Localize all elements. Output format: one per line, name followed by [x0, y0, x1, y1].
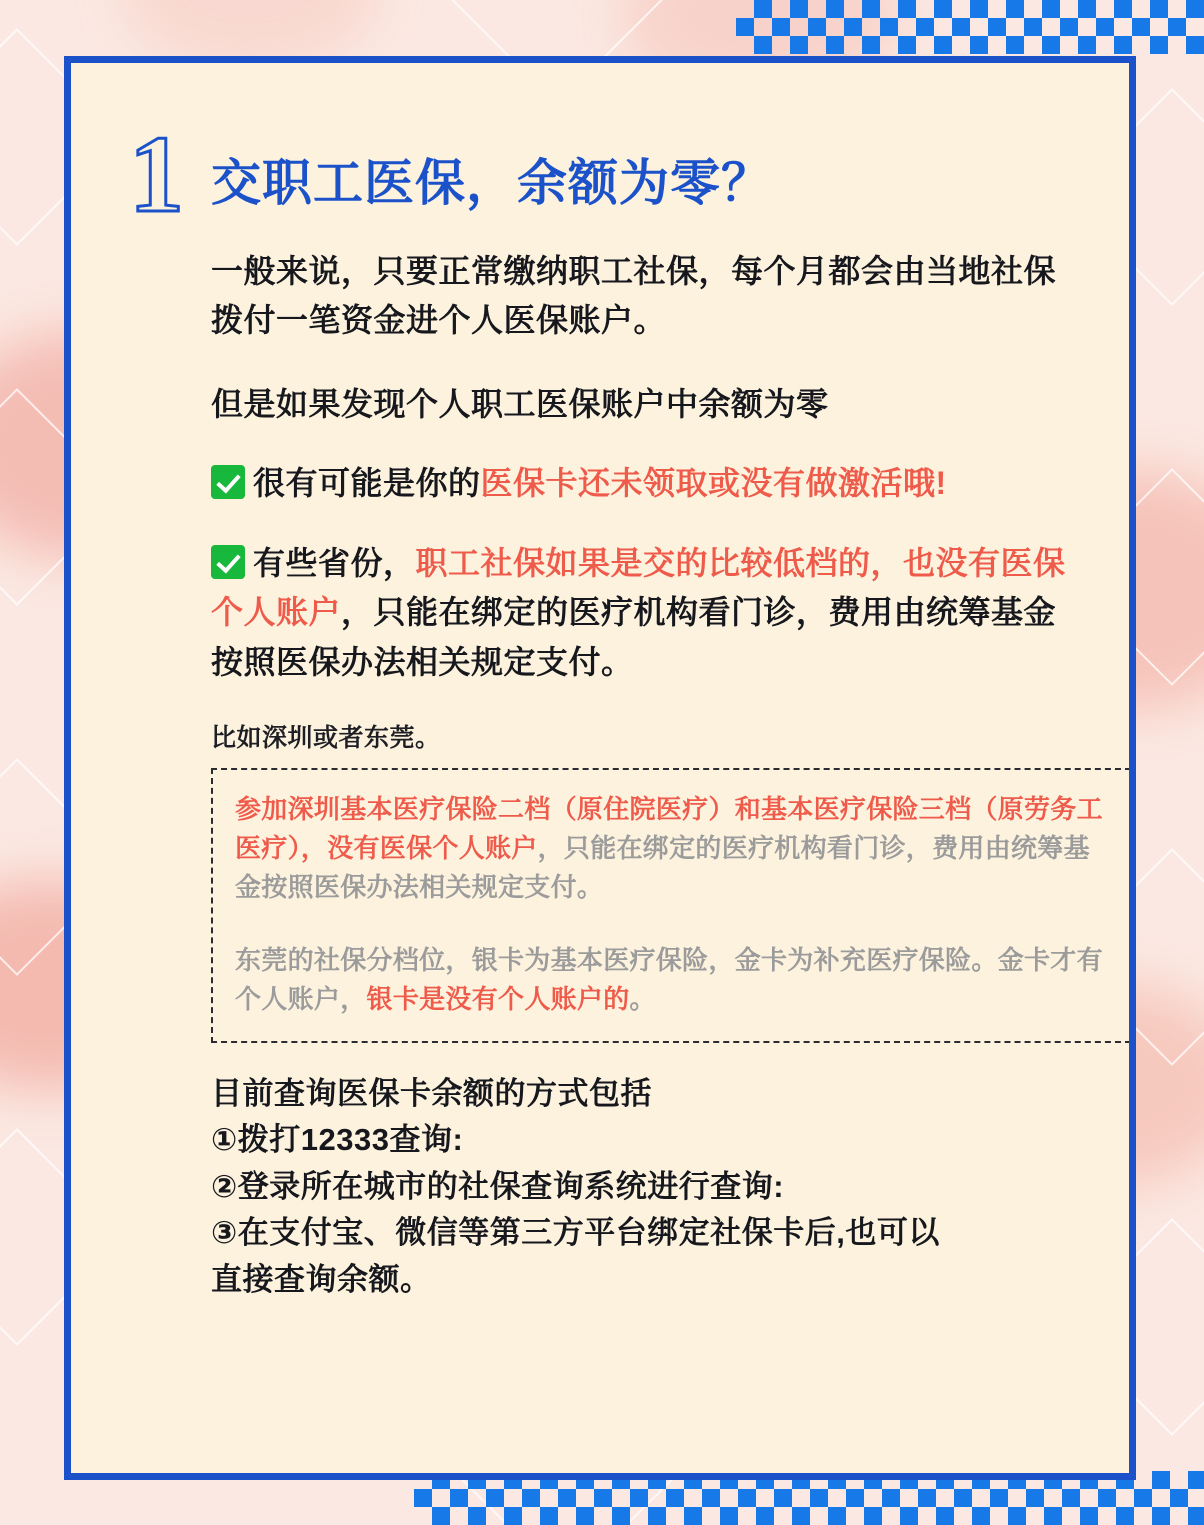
query-methods-heading: 目前查询医保卡余额的方式包括 — [211, 1075, 652, 1111]
paragraph-zero-balance: 但是如果发现个人职工医保账户中余额为零 — [211, 385, 829, 422]
bullet-item-1 — [211, 459, 1077, 509]
bullet-2-lead: 有些省份， — [253, 544, 416, 581]
note-paragraph-shenzhen — [235, 790, 1107, 907]
query-method-item: ①拨打12333查询: — [211, 1122, 464, 1158]
content-card — [64, 56, 1136, 1480]
note-paragraph-dongguan — [235, 941, 1107, 1019]
checker-strip-top-right — [736, 0, 1204, 54]
note-box — [211, 768, 1131, 1043]
query-method-item: ③在支付宝、微信等第三方平台绑定社保卡后,也可以 — [211, 1215, 940, 1251]
page-title: 交职工医保，余额为零？ — [211, 155, 772, 211]
section-number-badge: 1 — [129, 113, 180, 235]
bullet-1-highlight: 医保卡还未领取或没有做激活哦! — [480, 465, 947, 502]
paragraph-intro: 一般来说，只要正常缴纳职工社保，每个月都会由当地社保拨付一笔资金进个人医保账户。 — [211, 252, 1057, 339]
query-methods-block — [211, 1071, 1077, 1304]
bullet-2-tail: ，只能在绑定的医疗机构看门诊，费用由统筹基金按照医保办法相关规定支付。 — [211, 594, 1057, 681]
query-method-item: ②登录所在城市的社保查询系统进行查询: — [211, 1168, 785, 1204]
note-shenzhen-gray: ，只能在绑定的医疗机构看门诊，费用由统筹基金按照医保办法相关规定支付。 — [235, 832, 1090, 902]
green-check-icon — [211, 545, 245, 579]
note-lead-text: 比如深圳或者东莞。 — [211, 723, 441, 752]
note-shenzhen-red: 参加深圳基本医疗保险二档（原住院医疗）和基本医疗保险三档（原劳务工医疗），没有医保个人账户 — [235, 793, 1103, 863]
bullet-2-highlight: 职工社保如果是交的比较低档的，也没有医保个人账户 — [211, 544, 1066, 631]
green-check-icon — [211, 465, 245, 499]
note-dongguan-gray-a: 东莞的社保分档位，银卡为基本医疗保险，金卡为补充医疗保险。金卡才有个人账户， — [235, 944, 1103, 1014]
note-dongguan-red: 银卡是没有个人账户的 — [366, 983, 630, 1014]
query-method-item: 直接查询余额。 — [211, 1261, 432, 1297]
note-dongguan-gray-b: 。 — [629, 983, 656, 1014]
bullet-1-lead: 很有可能是你的 — [253, 465, 481, 502]
bullet-item-2 — [211, 539, 1077, 688]
